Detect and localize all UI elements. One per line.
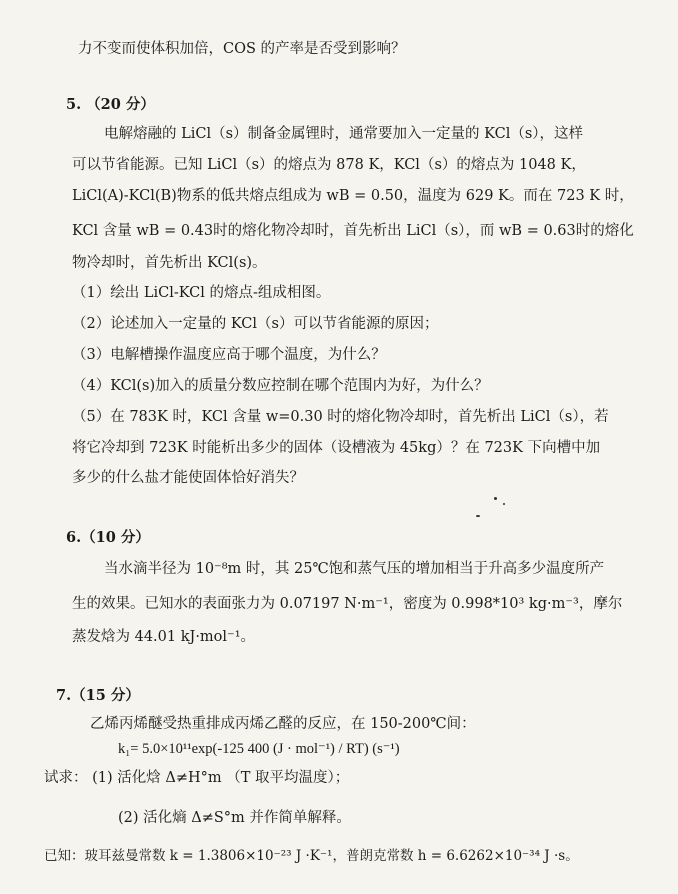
text-line-1: 力不变而使体积加倍，COS 的产率是否受到影响？ (78, 41, 406, 57)
q5-item-2: （2）论述加入一定量的 KCl（s）可以节省能源的原因； (72, 316, 439, 332)
q5-item-1: （1）绘出 LiCl-KCl 的熔点-组成相图。 (72, 285, 331, 301)
q7-rate-formula: k₁= 5.0×10¹¹exp(-125 400 (J · mol⁻¹) / RT) (s⁻¹) (118, 741, 400, 757)
q5-item-5-line-2: 将它冷却到 723K 时能析出多少的固体（设槽液为 45kg）？在 723K 下向槽中加 (72, 440, 601, 456)
q5-line-3: LiCl(A)-KCl(B)物系的低共熔点组成为 wB = 0.50，温度为 629 K。而在 723 K 时， (72, 188, 634, 204)
q7-line-1: 乙烯丙烯醚受热重排成丙烯乙醛的反应，在 150-200℃间： (90, 716, 476, 732)
q7-constants: 已知：玻耳兹曼常数 k = 1.3806×10⁻²³ J ·K⁻¹，普朗克常数 h = 6.6262×10⁻³⁴ J ·s。 (44, 848, 579, 864)
q5-item-5-line-1: （5）在 783K 时，KCl 含量 w=0.30 时的熔化物冷却时，首先析出 LiCl（s），若 (72, 409, 609, 425)
q7-ask-1: 试求： (1) 活化焓 Δ≠H°m （T 取平均温度）； (44, 770, 350, 786)
question-7-heading: 7.（15 分） (56, 687, 140, 704)
q7-ask-2: (2) 活化熵 Δ≠S°m 并作简单解释。 (118, 810, 351, 826)
question-6-heading: 6.（10 分） (66, 529, 150, 546)
q5-line-1: 电解熔融的 LiCl（s）制备金属锂时，通常要加入一定量的 KCl（s），这样 (104, 126, 584, 142)
question-5-heading: 5. （20 分） (66, 96, 155, 113)
q5-item-3: （3）电解槽操作温度应高于哪个温度，为什么？ (72, 347, 386, 363)
q5-line-4: KCl 含量 wB = 0.43时的熔化物冷却时，首先析出 LiCl（s），而 wB = 0.63时的熔化 (72, 223, 634, 239)
scan-speck (476, 515, 480, 517)
q5-line-2: 可以节省能源。已知 LiCl（s）的熔点为 878 K，KCl（s）的熔点为 1048 K， (72, 157, 586, 173)
q6-line-1: 当水滴半径为 10⁻⁸m 时，其 25℃饱和蒸气压的增加相当于升高多少温度所产 (104, 561, 605, 577)
scan-speck (503, 503, 505, 505)
scan-speck (494, 497, 497, 500)
q6-line-2: 生的效果。已知水的表面张力为 0.07197 N·m⁻¹，密度为 0.998*10³ kg·m⁻³，摩尔 (72, 596, 623, 612)
q5-item-5-line-3: 多少的什么盐才能使固体恰好消失？ (72, 470, 304, 486)
q5-item-4: （4）KCl(s)加入的质量分数应控制在哪个范围内为好，为什么？ (72, 378, 489, 394)
q6-line-3: 蒸发焓为 44.01 kJ·mol⁻¹。 (72, 629, 256, 645)
q5-line-5: 物冷却时，首先析出 KCl(s)。 (72, 255, 267, 271)
